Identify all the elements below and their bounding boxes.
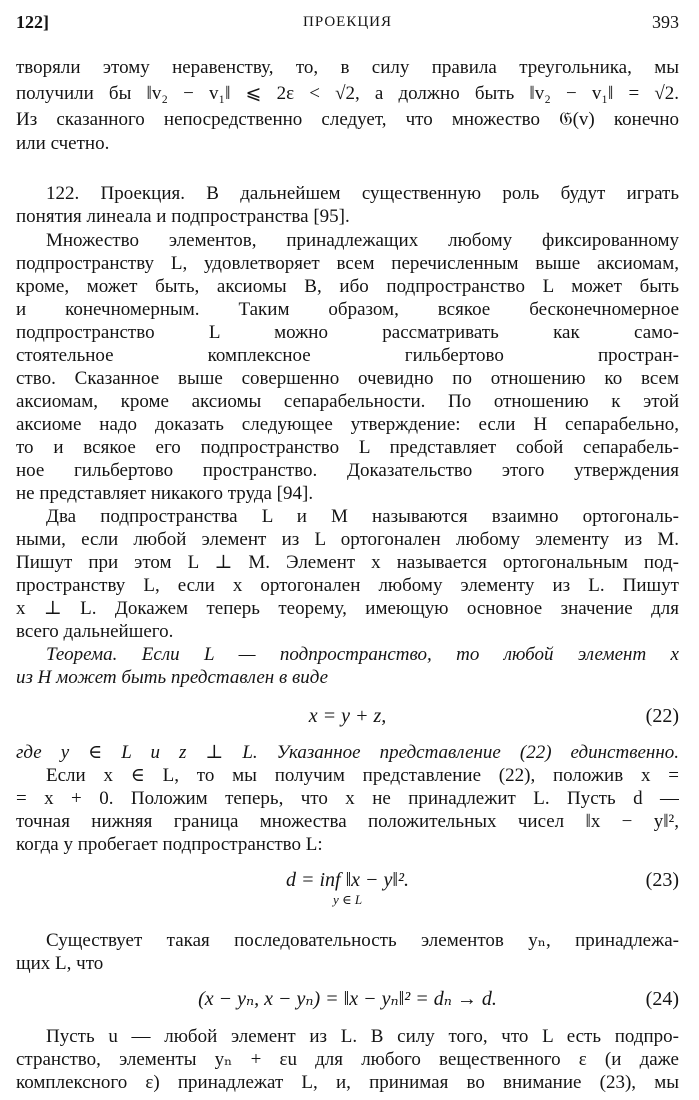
text-line: аксиомам, кроме аксиомы сепарабельности. По отношению к этой — [16, 391, 679, 412]
section-number: 122] — [16, 12, 49, 32]
text-line: и конечномерным. Таким образом, всякое бесконечномерное — [16, 299, 679, 320]
page-number: 393 — [652, 12, 679, 32]
text-line: пространству L, если x ортогонален любому элементу из L. Пишут — [16, 575, 679, 596]
equation-number: (24) — [645, 988, 679, 1010]
text-line: не представляет никакого труда [94]. — [16, 483, 314, 504]
text-line: Пишут при этом L ⊥ M. Элемент x называется ортогональным под- — [16, 552, 679, 573]
theorem-line: Теорема. Если L — подпространство, то любой элемент x — [46, 644, 679, 665]
text-line: кроме, может быть, аксиомы B, ибо подпространство L может быть — [16, 276, 679, 297]
equation-number: (22) — [645, 705, 679, 727]
text-line: аксиоме надо доказать следующее утверждение: если H сепарабельно, — [16, 414, 679, 435]
text-line: Два подпространства L и M называются взаимно ортогональ- — [46, 506, 679, 527]
running-header — [16, 12, 679, 40]
text-line: понятия линеала и подпространства [95]. — [16, 206, 350, 227]
theorem-line: где y ∈ L и z ⊥ L. Указанное представление (22) единственно. — [16, 742, 679, 763]
text-line: Существует такая последовательность элементов yₙ, принадлежа- — [46, 930, 679, 951]
equation-number: (23) — [645, 869, 679, 891]
text-line: ными, если любой элемент из L ортогонален любому элементу из M. — [16, 529, 679, 550]
text-line: подпространству L, удовлетворяет всем перечисленным выше аксиомам, — [16, 253, 679, 274]
text-line: Если x ∈ L, то мы получим представление (22), положив x = — [46, 765, 679, 786]
text-line: щих L, что — [16, 953, 104, 974]
text-line: точная нижняя граница множества положительных чисел ‖x − y‖², — [16, 811, 679, 832]
text-line: странство, элементы yₙ + εu для любого вещественного ε (и даже — [16, 1049, 679, 1070]
theorem-line: из H может быть представлен в виде — [16, 667, 328, 688]
text-line: комплексного ε) принадлежат L, и, принимая во внимание (23), мы — [16, 1072, 679, 1093]
equation-expression: d = inf ‖x − y‖². — [285, 869, 410, 891]
text-line: стоятельное комплексное гильбертово простран- — [16, 345, 679, 366]
text-line: = x + 0. Положим теперь, что x не принадлежит L. Пусть d — — [16, 788, 679, 809]
equation-expression: x = y + z, — [308, 705, 387, 727]
text-line: то и всякое его подпространство L представляет собой сепарабель- — [16, 437, 679, 458]
text-line: x ⊥ L. Докажем теперь теорему, имеющую основное значение для — [16, 598, 679, 619]
equation-expression: (x − yₙ, x − yₙ) = ‖x − yₙ‖² = dₙ → d. — [198, 988, 497, 1010]
text-line: ство. Сказанное выше совершенно очевидно по отношению ко всем — [16, 368, 679, 389]
running-title: ПРОЕКЦИЯ — [302, 14, 393, 30]
section-heading-line: 122. Проекция. В дальнейшем существенную роль будут играть — [46, 183, 679, 204]
text-line: Множество элементов, принадлежащих любому фиксированному — [46, 230, 679, 251]
text-line: всего дальнейшего. — [16, 621, 174, 642]
text-line: подпространство L можно рассматривать как само- — [16, 322, 679, 343]
text-line: Из сказанного непосредственно следует, что множество 𝔊(v) конечно — [16, 109, 679, 130]
equation-subscript: y ∈ L — [332, 892, 363, 907]
text-line: ное гильбертово пространство. Доказательство этого утверждения — [16, 460, 679, 481]
text-line: или счетно. — [16, 133, 110, 154]
text-line: творяли этому неравенству, то, в силу правила треугольника, мы — [16, 57, 679, 78]
text-line: получили бы ‖v₂ − v₁‖ ⩽ 2ε < √2, а должно быть ‖v₂ − v₁‖ = √2. — [16, 83, 679, 104]
text-line: Пусть u — любой элемент из L. В силу того, что L есть подпро- — [46, 1026, 679, 1047]
text-line: когда y пробегает подпространство L: — [16, 834, 323, 855]
